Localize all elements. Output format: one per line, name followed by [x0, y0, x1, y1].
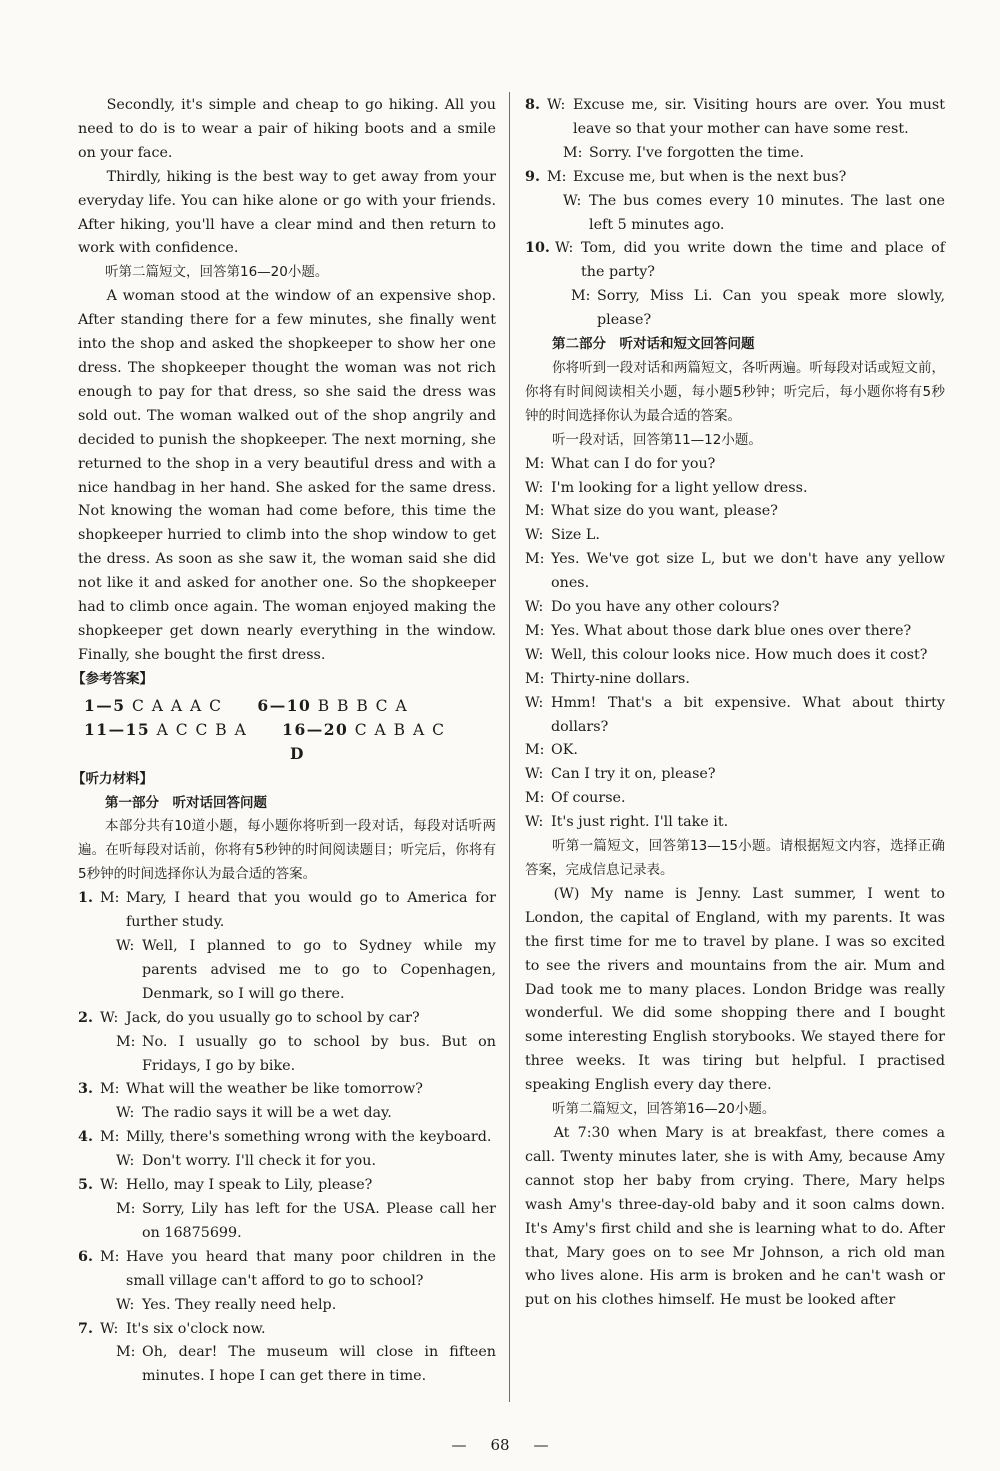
dialog-line [525, 811, 945, 835]
passage-text: At 7:30 when Mary is at breakfast, there comes a call. Twenty minutes later, she is with Amy, because Amy cannot stop her baby from crying. There, Mary helps wash Amy's three-day-old baby and it soon calms down. It's Amy's first child and she is learning what to do. After that, Mary goes on to see Mr Johnson, a rich old man who lives alone. His arm is broken and he can't wash or put on his clothes himself. He must be looked after [525, 1124, 945, 1309]
dialog-line [525, 548, 945, 596]
column-divider [509, 92, 510, 1402]
answer-row [84, 718, 496, 742]
dialog-text: Sorry, Lily has left for the USA. Please call her on 16875699. [142, 1200, 496, 1241]
dialog-text: Yes. What about those dark blue ones over there? [551, 622, 912, 639]
indent-spacer [78, 1102, 116, 1126]
left-column [72, 94, 496, 1389]
answer-values: C A B A C [354, 720, 446, 739]
listening-material-tag: 【听力材料】 [72, 770, 153, 787]
section-heading: 听一段对话，回答第11—12小题。 [552, 431, 762, 448]
indent-spacer [78, 1294, 116, 1318]
dialog-text: No. I usually go to school by bus. But on Fridays, I go by bike. [142, 1033, 496, 1074]
dialog-text: Don't worry. I'll check it for you. [142, 1153, 377, 1170]
speaker-label: W: [116, 938, 135, 954]
section-heading: 听第二篇短文，回答第16—20小题。 [552, 1101, 776, 1118]
dialog-line [78, 1341, 496, 1389]
answer-key-tag: 【参考答案】 [72, 670, 153, 687]
speaker-label: M: [525, 551, 545, 568]
dialog-text: Hmm! That's a bit expensive. What about thirty dollars? [551, 694, 945, 735]
indent-spacer [78, 1341, 116, 1389]
passage-text: A woman stood at the window of an expensive shop. After standing there for a few minutes, she finally went into the shop and asked the shopkeeper to show her one dress. The shopkeeper thought the woman was not rich enough to pay for that dress, so she said the dress was sold out. The woman walked out of the shop angrily and decided to punish the shopkeeper. The next morning, she returned to the shop in a very beautiful dress and with a nice handbag in her hand. She asked for the same dress. Not knowing the woman had come before, this time the shopkeeper hurried to climb into the shop window to get the dress. As soon as she saw it, the woman said she did not like it and asked for another one. So the shopkeeper had to climb once again. The woman enjoyed making the shopkeeper get down nearly everything in the window. Finally, she bought the first dress. [78, 288, 496, 663]
dialog-text: It's six o'clock now. [126, 1320, 266, 1337]
dialog-text: Hello, may I speak to Lily, please? [126, 1177, 373, 1194]
dialog-text: Thirty-nine dollars. [551, 670, 690, 687]
indent-spacer [78, 1198, 116, 1246]
footer-dash: — [533, 1436, 549, 1454]
answer-key [84, 694, 496, 766]
speaker-label: W: [525, 814, 544, 831]
dialog-text: Have you heard that many poor children in the small village can't afford to go to school? [126, 1248, 496, 1289]
dialog-line [525, 668, 945, 692]
speaker-label: M: [547, 168, 567, 185]
question-item [78, 1078, 496, 1126]
dialog-line [525, 500, 945, 524]
dialog-text: Well, I planned to go to Sydney while my parents advised me to go to Copenhagen, Denmark, so I will go there. [142, 938, 496, 1002]
answer-range: 1—5 [84, 695, 126, 715]
footer-dash: — [451, 1436, 467, 1454]
speaker-label: W: [525, 599, 544, 616]
speaker-label: M: [525, 503, 545, 520]
dialog-line [78, 1174, 496, 1198]
speaker-label: M: [116, 1200, 136, 1217]
question-number: 1. [78, 890, 93, 907]
answer-range: 16—20 [282, 719, 349, 739]
dialog-text: I'm looking for a light yellow dress. [551, 479, 808, 496]
dialog-line [525, 524, 945, 548]
speaker-label: W: [525, 694, 544, 711]
instructions: 你将听到一段对话和两篇短文，各听两遍。听每段对话或短文前，你将有时间阅读相关小题，每小题5秒钟；听完后，每小题你将有5秒钟的时间选择你认为最合适的答案。 [525, 359, 945, 424]
passage-text: (W) My name is Jenny. Last summer, I went to London, the capital of England, with my parents. It was the first time for me to travel by plane. I was so excited to see the rivers and mountains from the air. Mum and Dad took me to many places. London Bridge was really wonderful. We did some shopping there and I bought some interesting English storybooks. We stayed there for three weeks. It was tiring but helpful. I practised speaking English every day there. [525, 885, 945, 1094]
question-number: 10. [525, 240, 550, 257]
part-title: 第一部分 听对话回答问题 [105, 794, 267, 811]
question-list [78, 887, 496, 1389]
dialog-line [78, 1126, 496, 1150]
question-item [78, 1246, 496, 1318]
dialog-line [525, 644, 945, 668]
speaker-label: M: [525, 670, 545, 687]
dialog-line [78, 1007, 496, 1031]
dialog-line [78, 1150, 496, 1174]
speaker-label: W: [116, 1296, 135, 1313]
dialog-line [525, 596, 945, 620]
question-number: 6. [78, 1248, 93, 1265]
speaker-label: W: [547, 97, 566, 113]
part-title: 第二部分 听对话和短文回答问题 [552, 336, 755, 353]
speaker-label: M: [100, 1081, 120, 1098]
question-item [78, 887, 496, 1007]
right-column [525, 94, 945, 1313]
dialog-text: What size do you want, please? [551, 503, 778, 520]
dialog-line [78, 1246, 496, 1294]
dialog-text: OK. [551, 742, 578, 759]
answer-extra: D [290, 743, 305, 763]
dialog-line [78, 1102, 496, 1126]
dialog-text: The radio says it will be a wet day. [142, 1105, 392, 1122]
question-item [78, 1126, 496, 1174]
speaker-label: W: [525, 646, 544, 663]
dialog-text: Oh, dear! The museum will close in fifteen minutes. I hope I can get there in time. [142, 1344, 496, 1385]
dialog-text: Milly, there's something wrong with the keyboard. [126, 1129, 492, 1146]
speaker-label: W: [525, 479, 544, 496]
dialog-text: Mary, I heard that you would go to America for further study. [126, 890, 496, 931]
dialog-text: Excuse me, sir. Visiting hours are over. You must leave so that your mother can have some rest. [573, 97, 945, 137]
indent-spacer [525, 190, 563, 238]
dialog-line [78, 1078, 496, 1102]
question-item [78, 1174, 496, 1246]
dialog-line [525, 692, 945, 740]
dialog-text: What can I do for you? [551, 455, 716, 472]
speaker-label: W: [525, 527, 544, 544]
dialog-line [525, 477, 945, 501]
answer-values: C A A A C [132, 696, 223, 715]
page-number-text: 68 [490, 1436, 510, 1454]
speaker-label: W: [116, 1105, 135, 1122]
dialog-text: Excuse me, but when is the next bus? [573, 168, 847, 185]
question-item [78, 1007, 496, 1079]
speaker-label: M: [525, 790, 545, 807]
speaker-label: W: [555, 240, 574, 257]
dialog-line [78, 1198, 496, 1246]
question-list [525, 94, 945, 333]
dialog-line [78, 1318, 496, 1342]
dialog-line [525, 453, 945, 477]
indent-spacer [78, 1031, 116, 1079]
dialog-text: Well, this colour looks nice. How much does it cost? [551, 646, 928, 663]
section-heading: 听第一篇短文，回答第13—15小题。请根据短文内容，选择正确答案，完成信息记录表。 [525, 838, 945, 878]
indent-spacer [78, 1150, 116, 1174]
indent-spacer [525, 142, 563, 166]
dialog-line [525, 763, 945, 787]
dialog-line [525, 190, 945, 238]
dialog-text: Sorry, Miss Li. Can you speak more slowly, please? [597, 288, 945, 329]
question-number: 2. [78, 1009, 93, 1026]
speaker-label: M: [525, 742, 545, 759]
dialog-line [78, 935, 496, 1007]
indent-spacer [525, 285, 571, 333]
question-number: 9. [525, 168, 540, 185]
question-number: 8. [525, 97, 540, 113]
dialog-text: Tom, did you write down the time and place of the party? [581, 240, 945, 281]
speaker-label: W: [563, 192, 582, 209]
dialog-text: Of course. [551, 790, 626, 807]
speaker-label: M: [525, 622, 545, 639]
speaker-label: M: [563, 144, 583, 161]
question-item [78, 1318, 496, 1390]
dialog-line [78, 1294, 496, 1318]
dialog-text: Sorry. I've forgotten the time. [589, 144, 805, 161]
dialog-line [525, 739, 945, 763]
paragraph: Secondly, it's simple and cheap to go hiking. All you need to do is to wear a pair of hiking boots and a smile on your face. [78, 97, 496, 161]
dialog-text: Yes. We've got size L, but we don't have any yellow ones. [551, 551, 945, 592]
speaker-label: M: [571, 288, 591, 305]
speaker-label: M: [100, 890, 120, 907]
speaker-label: M: [116, 1033, 136, 1050]
dialog-line [525, 285, 945, 333]
question-item [525, 237, 945, 333]
dialog [525, 453, 945, 836]
answer-range: 11—15 [84, 719, 151, 739]
dialog-text: Jack, do you usually go to school by car? [126, 1009, 420, 1026]
speaker-label: W: [100, 1009, 119, 1026]
speaker-label: M: [525, 455, 545, 472]
speaker-label: M: [116, 1344, 136, 1361]
dialog-text: Size L. [551, 527, 600, 544]
answer-values: A C C B A [156, 720, 248, 739]
dialog-text: It's just right. I'll take it. [551, 814, 729, 831]
speaker-label: W: [100, 1177, 119, 1194]
question-number: 3. [78, 1081, 93, 1098]
answer-row [84, 742, 496, 766]
question-number: 7. [78, 1320, 93, 1337]
dialog-line [525, 787, 945, 811]
answer-range: 6—10 [257, 695, 312, 715]
answer-row [84, 694, 496, 718]
dialog-line [525, 620, 945, 644]
instructions: 本部分共有10道小题，每小题你将听到一段对话，每段对话听两遍。在听每段对话前，你将有5秒钟的时间阅读题目；听完后，你将有5秒钟的时间选择你认为最合适的答案。 [78, 818, 496, 883]
dialog-line [78, 887, 496, 935]
paragraph: Thirdly, hiking is the best way to get away from your everyday life. You can hike alone or go with your friends. After hiking, you'll have a clear mind and then return to work with confidence. [78, 168, 496, 257]
page-number [0, 1436, 1000, 1454]
speaker-label: W: [525, 766, 544, 783]
dialog-line [525, 237, 945, 285]
dialog-text: What will the weather be like tomorrow? [126, 1081, 423, 1098]
dialog-line [525, 166, 945, 190]
speaker-label: M: [100, 1129, 120, 1146]
indent-spacer [78, 935, 116, 1007]
question-item [525, 94, 945, 166]
speaker-label: M: [100, 1248, 120, 1265]
dialog-text: The bus comes every 10 minutes. The last one left 5 minutes ago. [589, 192, 945, 233]
question-number: 5. [78, 1177, 93, 1194]
dialog-line [525, 94, 945, 142]
dialog-text: Do you have any other colours? [551, 599, 780, 616]
dialog-line [525, 142, 945, 166]
dialog-text: Can I try it on, please? [551, 766, 716, 783]
question-number: 4. [78, 1129, 93, 1146]
speaker-label: W: [100, 1320, 119, 1337]
answer-values: B B B C A [317, 696, 409, 715]
dialog-line [78, 1031, 496, 1079]
dialog-text: Yes. They really need help. [142, 1296, 337, 1313]
section-heading: 听第二篇短文，回答第16—20小题。 [105, 264, 329, 281]
question-item [525, 166, 945, 238]
speaker-label: W: [116, 1153, 135, 1170]
